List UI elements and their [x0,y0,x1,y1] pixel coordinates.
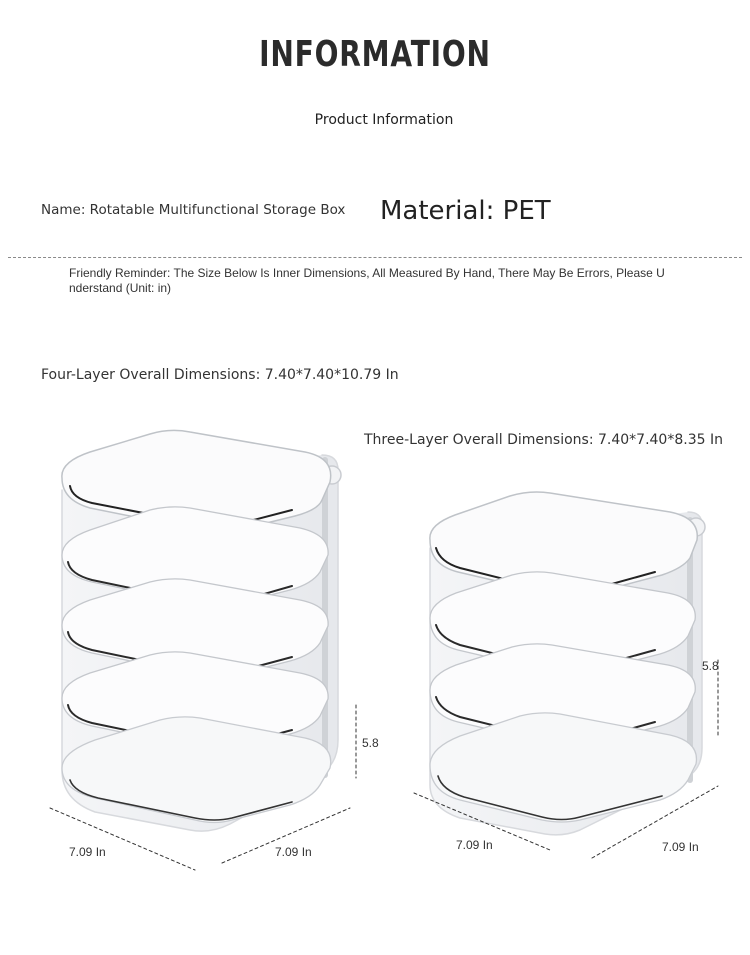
page-subtitle: Product Information [314,112,454,128]
four-layer-depth-label: 7.09 In [275,845,312,859]
product-name: Name: Rotatable Multifunctional Storage Box [41,202,346,218]
three-layer-height-label: 5.8 [702,659,719,673]
four-layer-box-illustration [50,430,356,870]
page-title: INFORMATION [259,34,491,75]
four-layer-height-label: 5.8 [362,736,379,750]
friendly-reminder: Friendly Reminder: The Size Below Is Inner Dimensions, All Measured By Hand, There May Be Errors, Please Understand (Unit: in) [69,266,665,295]
three-layer-depth-label: 7.09 In [662,840,699,854]
product-material: Material: PET [380,196,551,226]
four-layer-width-label: 7.09 In [69,845,106,859]
three-layer-box-illustration [414,492,718,858]
four-layer-caption: Four-Layer Overall Dimensions: 7.40*7.40*10.79 In [41,367,399,383]
three-layer-caption: Three-Layer Overall Dimensions: 7.40*7.40*8.35 In [364,432,723,448]
three-layer-width-label: 7.09 In [456,838,493,852]
